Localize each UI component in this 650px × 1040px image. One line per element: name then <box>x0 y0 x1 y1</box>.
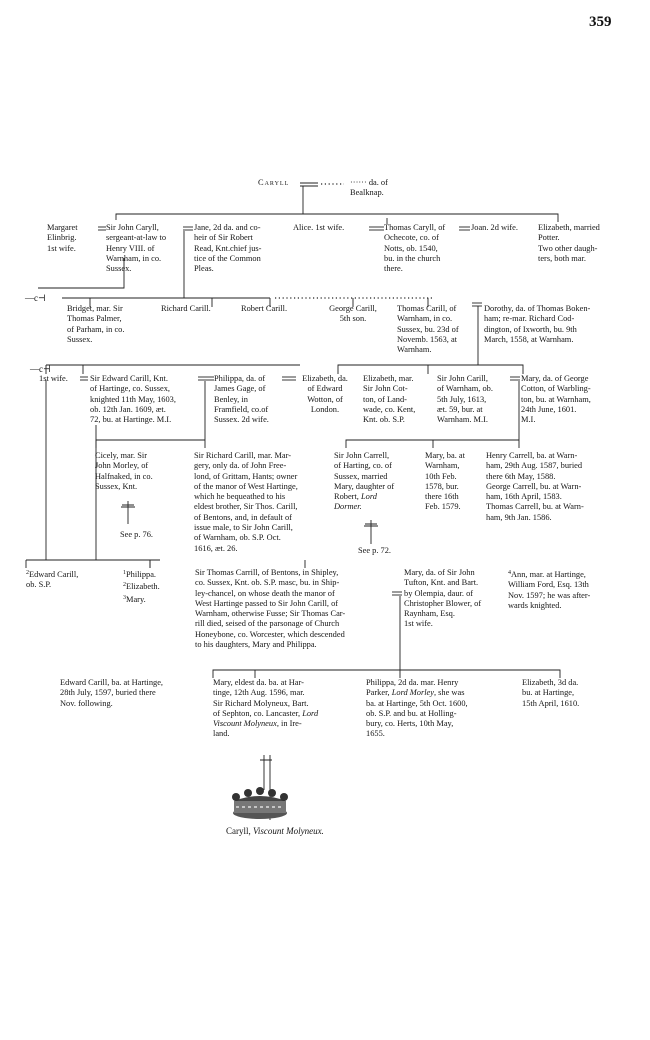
george-carill: George Carill, 5th son. <box>329 304 377 324</box>
ann-ford-text: Ann, mar. at Hartinge, William Ford, Esq. 13th Nov. 1597; he was after- wards knighted. <box>508 570 591 610</box>
thomas-ochecote: Thomas Caryll, of Ochecote, co. of Notts, ob. 1540, bu. in the church there. <box>384 223 446 274</box>
jane: Jane, 2d da. and co- heir of Sir Robert Read, Knt.chief jus- tice of the Common Pleas. <box>194 223 262 274</box>
caryll-wife <box>350 178 388 199</box>
see-p-72: See p. 72. <box>358 546 392 555</box>
daughters-list <box>123 568 193 605</box>
sir-richard-carill: Sir Richard Carill, mar. Mar- gery, only da. of John Free- lond, of Grittam, Hants; owner of the manor of West Hartinge, which he bequeathed to his eldest brother, Sir Thos. Carill, of Bentons, and, in default of issue male, to Sir John Carill, of Warnham, ob. S.P. Oct. 1616, æt. 26. <box>194 451 298 553</box>
edward-1597: Edward Carill, ba. at Hartinge, 28th July, 1597, buried there Nov. following. <box>60 678 164 708</box>
caryll-wife-text: da. of Bealknap. <box>350 178 388 198</box>
philippa-gage: Philippa, da. of James Gage, of Benley, in Framfield, co.of Sussex. 2d wife. <box>214 374 269 425</box>
mary-eldest-title: Lord Viscount Molyneux <box>213 708 319 729</box>
dots: ······ <box>350 178 369 187</box>
elizabeth-number: 2 <box>123 582 126 589</box>
elizabeth-potter: Elizabeth, married Potter. Two other daugh- ters, both mar. <box>538 223 600 263</box>
mary-number: 3 <box>123 594 126 601</box>
lord-dormer: Lord Dormer. <box>334 492 377 512</box>
sir-edward-carill: Sir Edward Carill, Knt. of Hartinge, co. Sussex, knighted 11th May, 1603, ob. 12th Jan. 1609, æt. 72, bu. at Hartinge. M.I. <box>90 374 176 425</box>
henry-carrell: Henry Carrell, ba. at Warn- ham, 29th Aug. 1587, buried there 6th May, 1588. George Carrell, bu. at Warn- ham, 16th April, 1583. Thomas Carrell, bu. at Warn- ham, 9th Jan. 1586. <box>486 451 584 522</box>
mary-1578: Mary, ba. at Warnham, 10th Feb. 1578, bur. there 16th Feb. 1579. <box>425 451 465 512</box>
edward-carill-sp <box>26 568 106 591</box>
alice: Alice. 1st wife. <box>293 223 345 232</box>
svg-text:—c⊣: —c⊣ <box>30 364 51 374</box>
edward-carill-text: Edward Carill, ob. S.P. <box>26 570 79 590</box>
see-p-76: See p. 76. <box>120 530 154 539</box>
crest-caption-b: Viscount <box>253 826 284 836</box>
dorothy: Dorothy, da. of Thomas Boken- ham; re-mar. Richard Cod- dington, of Ixworth, bu. 9th March, 1558, at Warnham. <box>484 304 591 344</box>
elizabeth-cotton: Elizabeth, mar. Sir John Cot- ton, of Land- wade, co. Kent, Knt. ob. S.P. <box>363 374 416 425</box>
first-wife: 1st wife. <box>39 374 68 383</box>
sir-john-harting <box>334 451 414 513</box>
richard-carill: Richard Carill. <box>161 304 211 313</box>
mary-eldest-a: Mary, eldest da. ba. at Har- tinge, 12th Aug. 1596, mar. Sir Richard Molyneux, Bart. of Sephton, co. Lancaster, <box>213 678 309 718</box>
sir-thomas-bentons: Sir Thomas Carrill, of Bentons, in Shipley, co. Sussex, Knt. ob. S.P. masc, bu. in Ship- ley-chancel, on whose death the manor of West Hartinge passed to Sir John Carill, of Warnham, otherwise Fusse; Sir Thomas Car- rill died, seised of the parsonage of Church Honeybone, co. Worcester, which descended to his daughters, Mary and Philippa. <box>195 568 346 650</box>
joan: Joan. 2d wife. <box>471 223 518 232</box>
philippa-morley <box>366 678 500 740</box>
mary-eldest-c: , in Ire- land. <box>213 719 302 739</box>
elizabeth-wotton: Elizabeth, da. of Edward Wotton, of London. <box>302 374 348 414</box>
thomas-warnham: Thomas Carill, of Warnham, in co. Sussex, bu. 23d of Novemb. 1563, at Warnham. <box>397 304 459 355</box>
sir-john-harting-text: Sir John Carrell, of Harting, co. of Sussex, married Mary, daughter of Robert, <box>334 451 395 502</box>
page-number: 359 <box>589 14 612 30</box>
cicely: Cicely, mar. Sir John Morley, of Halfnaked, in co. Sussex, Knt. <box>95 451 153 491</box>
ann-number: 4 <box>508 570 511 576</box>
elizabeth-3d: Elizabeth, 3d da. bu. at Hartinge, 15th April, 1610. <box>522 678 580 708</box>
crest-caption <box>226 826 366 836</box>
philippa-number: 1 <box>123 570 126 576</box>
sir-john-caryll: Sir John Caryll, sergeant-at-law to Henry VIII. of Warnham, in co. Sussex. <box>106 223 167 274</box>
robert-carill: Robert Carill. <box>241 304 288 313</box>
margaret: Margaret Elinbrig. 1st wife. <box>47 223 78 253</box>
lord-morley: Lord Morley <box>391 688 434 698</box>
coronet-icon <box>228 783 292 823</box>
elizabeth-name: Elizabeth. <box>126 582 160 592</box>
ann-ford <box>508 568 618 611</box>
bridget: Bridget, mar. Sir Thomas Palmer, of Parham, in co. Sussex. <box>67 304 125 344</box>
philippa-morley-c: , she was ba. at Hartinge, 5th Oct. 1600, ob. S.P. and bu. at Holling- bury, co. Herts, 10th May, 1655. <box>366 688 468 739</box>
mary-tufton: Mary, da. of Sir John Tufton, Knt. and Bart. by Olempia, daur. of Christopher Blower, of Raynham, Esq. 1st wife. <box>404 568 482 629</box>
crest-caption-c: Molyneux. <box>286 826 324 836</box>
mary-name: Mary. <box>126 594 146 604</box>
philippa-name: Philippa. <box>126 570 157 579</box>
edward-number: 2 <box>26 570 29 576</box>
philippa-morley-a: Philippa, 2d da. mar. Henry Parker, <box>366 678 459 698</box>
mary-eldest <box>213 678 339 740</box>
svg-text:—c⊣: —c⊣ <box>25 293 46 303</box>
caryll-name: Caryll <box>258 178 290 187</box>
crest-caption-a: Caryll, <box>226 826 253 836</box>
sir-john-warnham: Sir John Carill, of Warnham, ob. 5th July, 1613, æt. 59, bur. at Warnham. M.I. <box>437 374 493 425</box>
mary-cotton: Mary, da. of George Cotton, of Warbling- ton, bu. at Warnham, 24th June, 1601. M.I. <box>521 374 591 425</box>
